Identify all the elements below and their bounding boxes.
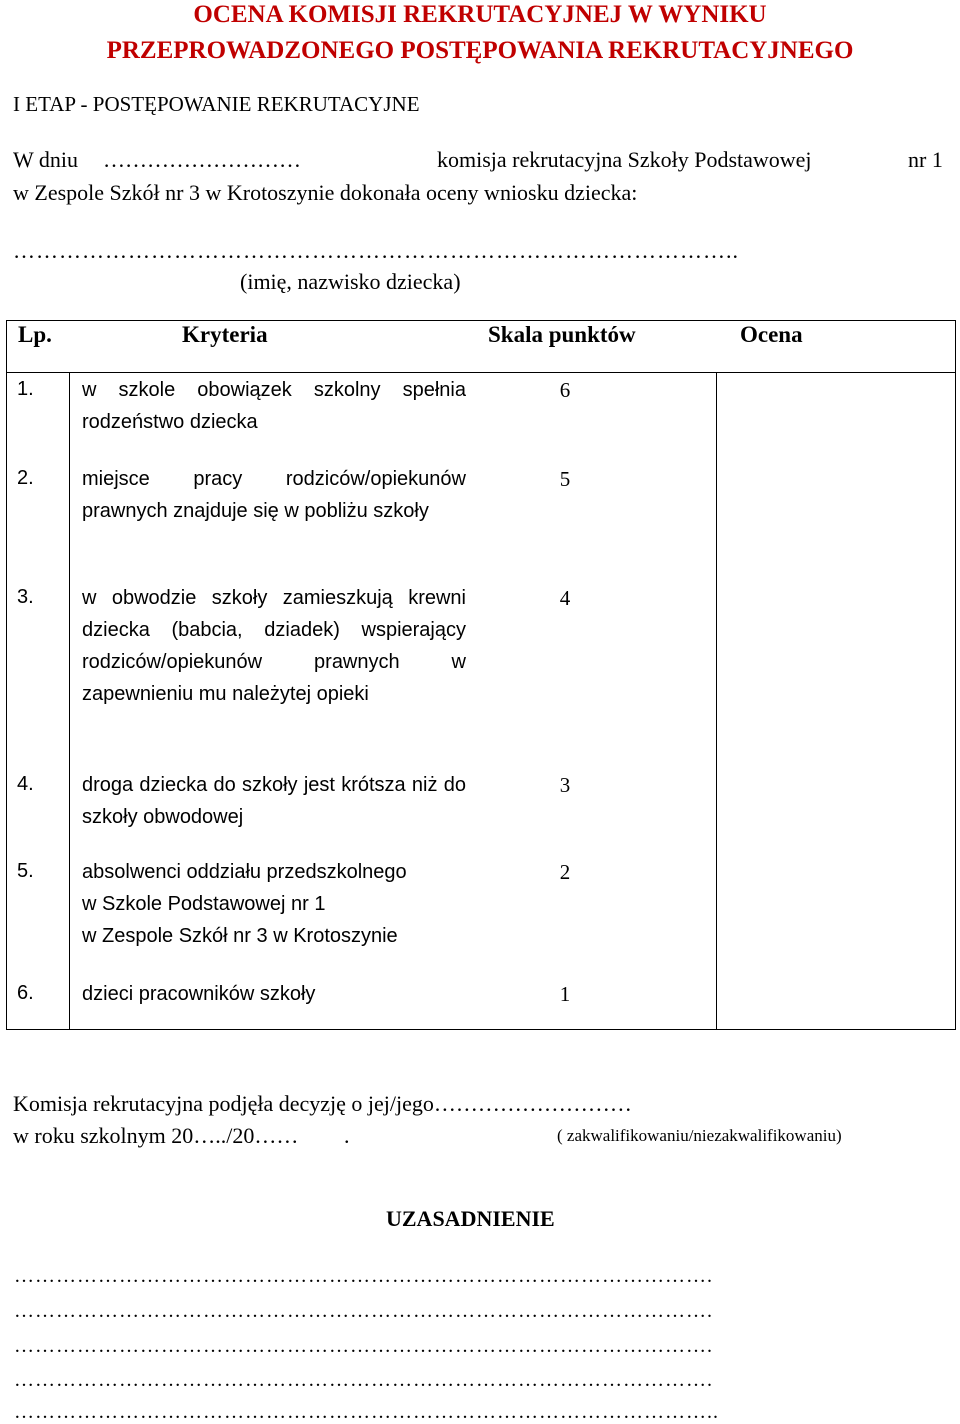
decision-line-2: w roku szkolnym 20…../20…… [13,1123,299,1148]
justification-line: ………………………………………………………………………………………. [14,1369,713,1391]
row-points: 3 [559,773,571,797]
row-criterion-line: w Zespole Szkół nr 3 w Krotoszynie [82,925,398,947]
child-name-caption: (imię, nazwisko dziecka) [240,269,461,294]
row-points: 2 [559,860,571,884]
title-line-1: OCENA KOMISJI REKRUTACYJNEJ W WYNIKU [193,1,767,28]
row-criterion-line: absolwenci oddziału przedszkolnego [82,861,407,883]
header-criteria: Kryteria [182,322,268,347]
decision-note: ( zakwalifikowaniu/niezakwalifikowaniu) [557,1126,842,1145]
row-criterion: droga dziecka do szkoły jest krótsza niż do szkoły obwodowej [82,774,466,828]
justification-line: ……………………………………………………………………………………….. [14,1401,719,1423]
intro-line-1-nr: nr 1 [908,147,943,172]
decision-line-2-end: . [344,1123,350,1148]
row-number: 3. [17,586,34,608]
child-name-blank: ………………………………………………………………………………….. [13,238,739,263]
row-criterion-line: w Szkole Podstawowej nr 1 [82,893,326,915]
justification-line: ………………………………………………………………………………………. [14,1265,713,1287]
row-criterion: dzieci pracowników szkoły [82,983,316,1005]
row-points: 4 [559,586,571,610]
row-points: 5 [559,467,571,491]
intro-line-1-text: komisja rekrutacyjna Szkoły Podstawowej [437,147,812,172]
row-points: 1 [559,982,571,1006]
row-number: 6. [17,982,34,1004]
title-line-2: PRZEPROWADZONEGO POSTĘPOWANIA REKRUTACYJNEGO [106,37,854,64]
header-grade: Ocena [740,322,803,347]
row-number: 1. [17,378,34,400]
justification-line: ………………………………………………………………………………………. [14,1335,713,1357]
row-points: 6 [559,378,571,402]
row-criterion: w obwodzie szkoły zamieszkują krewni dziecka (babcia, dziadek) wspierający rodziców/opiekunów prawnych w zapewnieniu mu należytej opieki [82,587,466,705]
row-criterion: w szkole obowiązek szkolny spełnia rodzeństwo dziecka [82,379,466,433]
row-number: 4. [17,773,34,795]
row-criterion: miejsce pracy rodziców/opiekunów prawnych znajduje się w pobliżu szkoły [82,468,466,522]
justification-line: ………………………………………………………………………………………. [14,1300,713,1322]
row-number: 5. [17,860,34,882]
decision-line-1: Komisja rekrutacyjna podjęła decyzję o jej/jego……………………… [13,1091,632,1116]
date-blank: ……………………… [103,147,301,172]
stage-heading: I ETAP - POSTĘPOWANIE REKRUTACYJNE [13,92,420,116]
intro-line-2: w Zespole Szkół nr 3 w Krotoszynie dokonała oceny wniosku dziecka: [13,180,638,205]
header-scale: Skala punktów [488,322,636,347]
row-number: 2. [17,467,34,489]
justification-heading: UZASADNIENIE [386,1206,555,1231]
intro-line-1-prefix: W dniu [13,147,78,172]
header-lp: Lp. [18,322,52,347]
